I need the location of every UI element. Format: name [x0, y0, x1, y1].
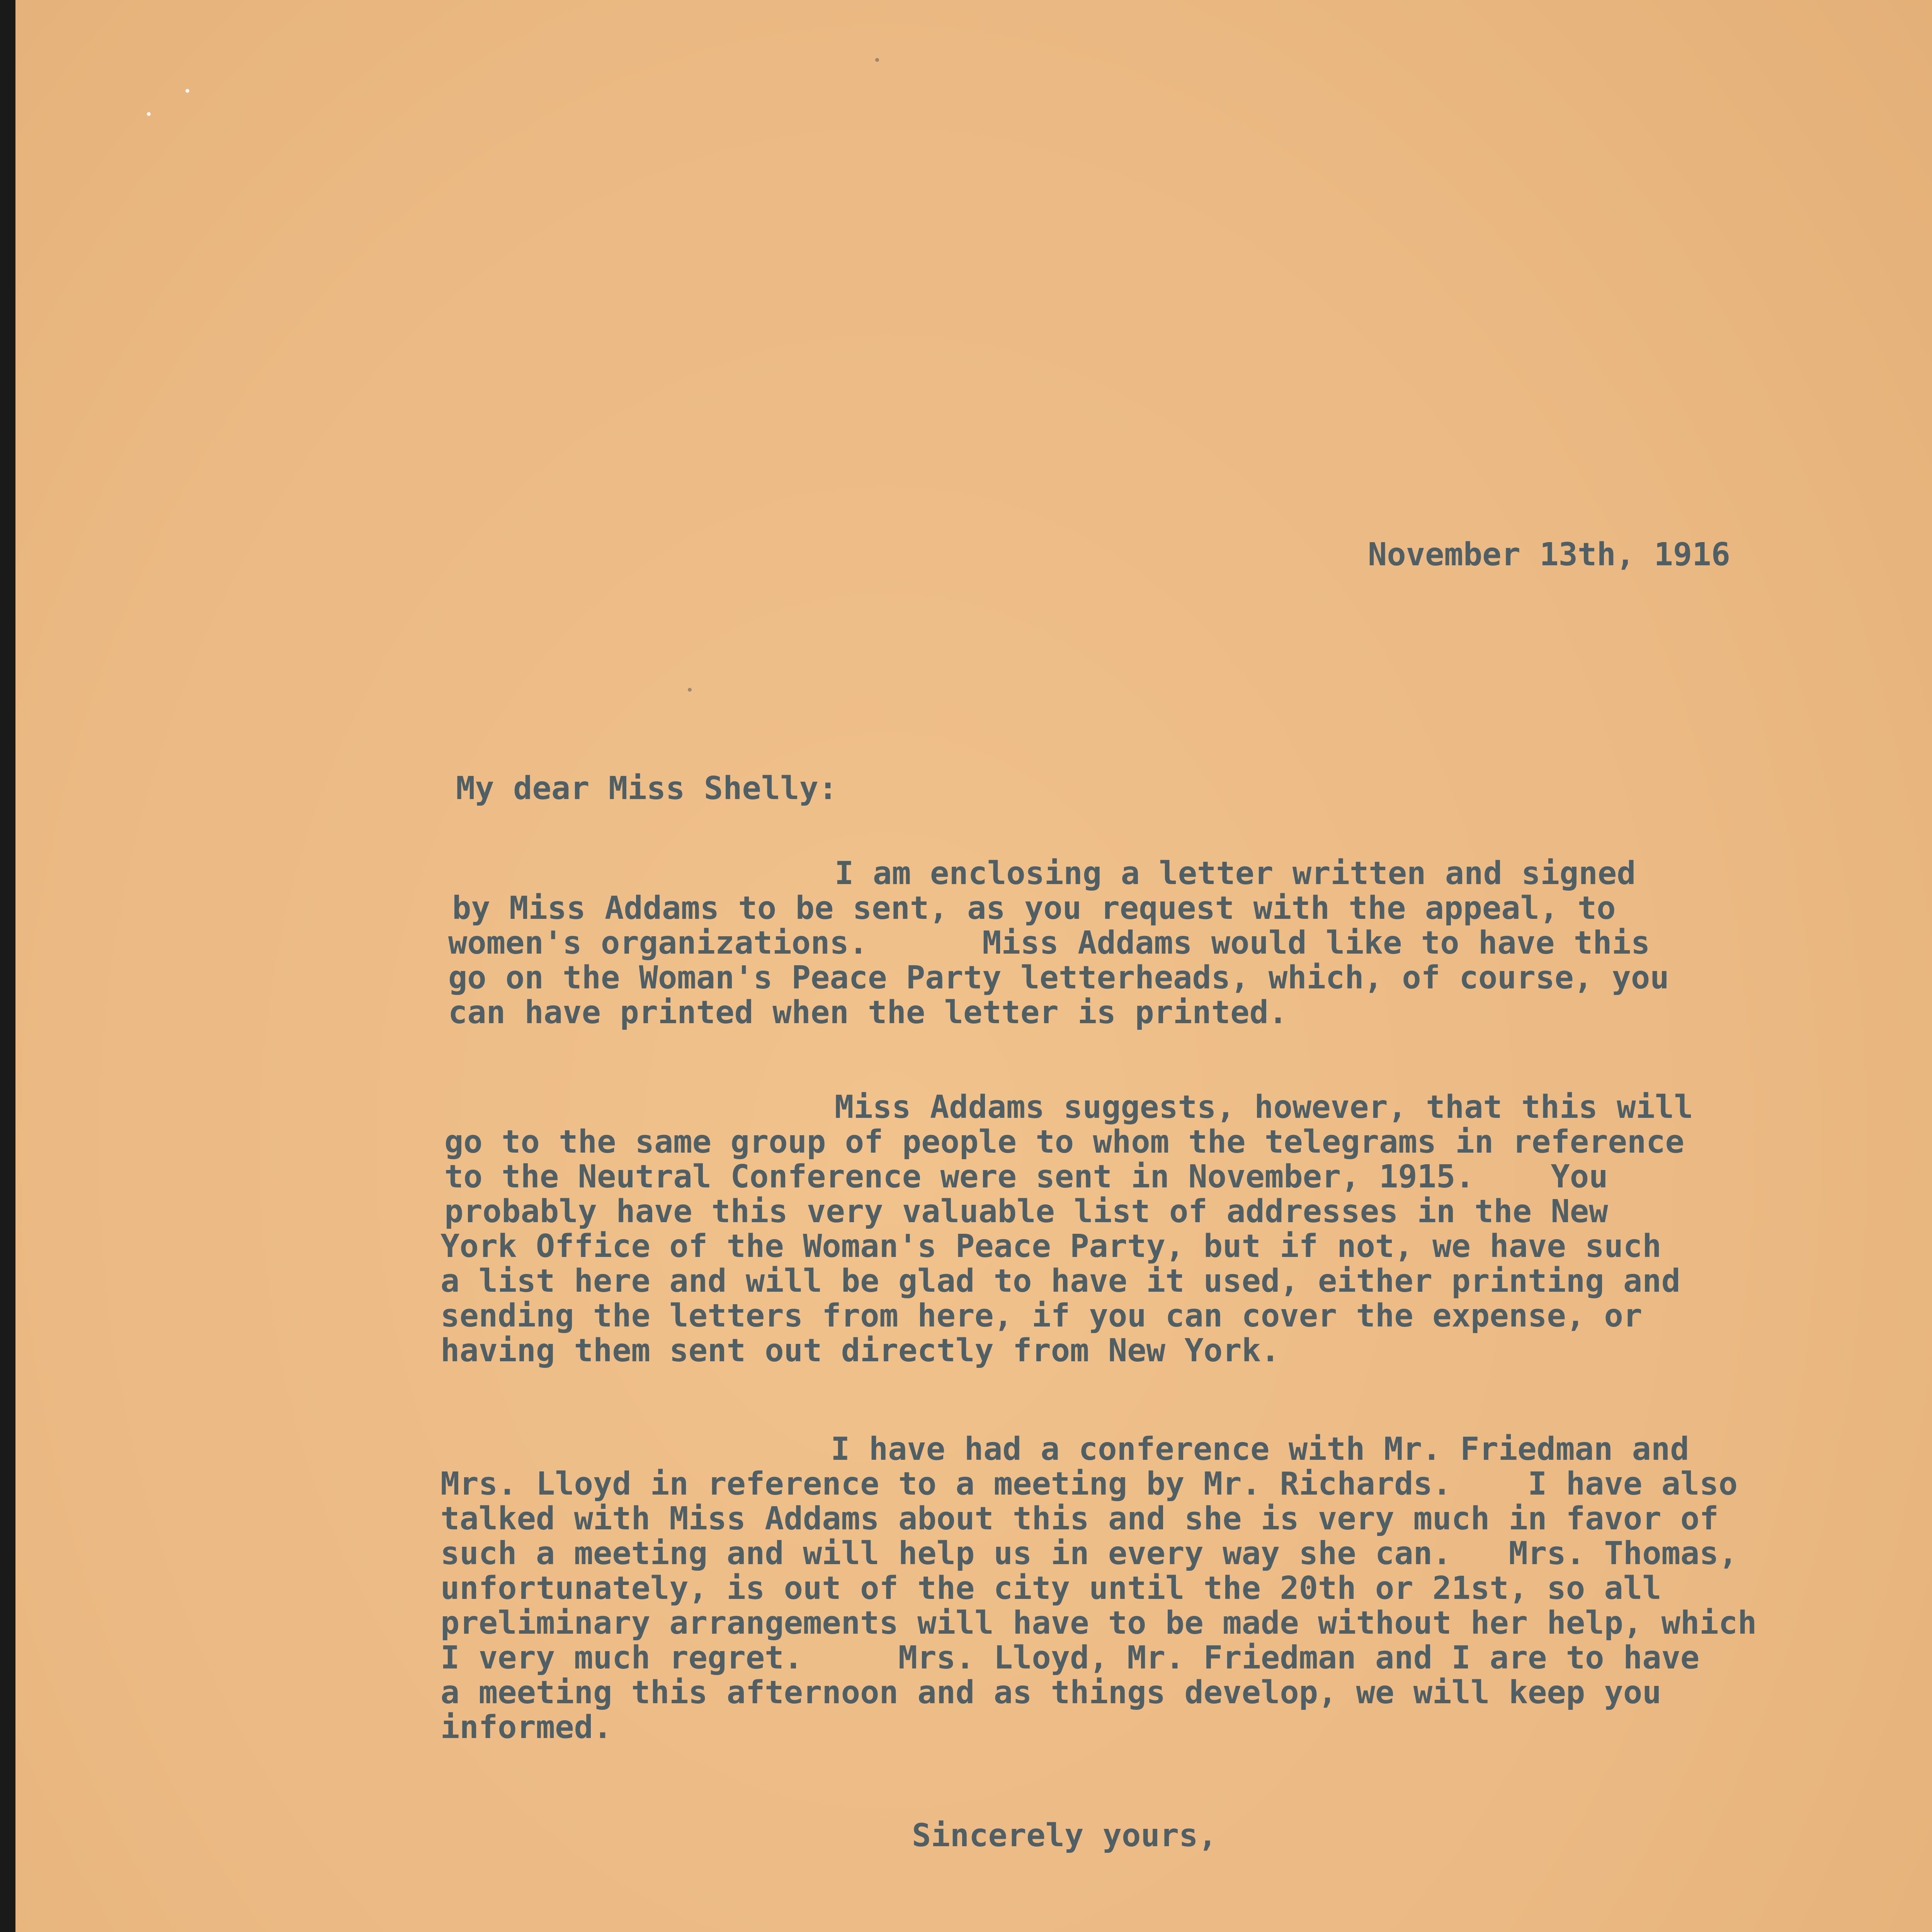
text-line: sending the letters from here, if you can cover the expense, or [440, 1298, 1643, 1334]
salutation: My dear Miss Shelly: [456, 770, 838, 807]
letter-date: November 13th, 1916 [1368, 536, 1730, 573]
text-line: having them sent out directly from New York. [440, 1332, 1280, 1369]
scan-edge [0, 0, 15, 1932]
text-line: by Miss Addams to be sent, as you request with the appeal, to [452, 890, 1616, 927]
text-line: I very much regret. Mrs. Lloyd, Mr. Friedman and I are to have [440, 1639, 1700, 1676]
text-line: go to the same group of people to whom the telegrams in reference [444, 1124, 1684, 1160]
text-line: probably have this very valuable list of addresses in the New [444, 1193, 1608, 1230]
text-line: I am enclosing a letter written and signed [835, 855, 1636, 892]
paper-speck [185, 89, 189, 93]
text-line: I have had a conference with Mr. Friedman and [831, 1431, 1689, 1468]
paper-speck [147, 112, 151, 116]
text-line: to the Neutral Conference were sent in November, 1915. You [444, 1158, 1608, 1195]
text-line: a list here and will be glad to have it used, either printing and [440, 1263, 1680, 1299]
text-line: preliminary arrangements will have to be made without her help, which [440, 1605, 1757, 1641]
paper-speck [688, 688, 692, 692]
text-line: women's organizations. Miss Addams would like to have this [448, 925, 1650, 961]
paper-speck [875, 58, 879, 62]
text-line: talked with Miss Addams about this and she is very much in favor of [440, 1500, 1719, 1537]
text-line: Miss Addams suggests, however, that this will [835, 1089, 1693, 1126]
text-line: go on the Woman's Peace Party letterheads, which, of course, you [448, 959, 1669, 996]
text-line: Mrs. Lloyd in reference to a meeting by Mr. Richards. I have also [440, 1466, 1738, 1502]
text-line: York Office of the Woman's Peace Party, but if not, we have such [440, 1228, 1662, 1265]
closing: Sincerely yours, [912, 1817, 1217, 1854]
text-line: unfortunately, is out of the city until the 20th or 21st, so all [440, 1570, 1662, 1607]
text-line: such a meeting and will help us in every way she can. Mrs. Thomas, [440, 1535, 1738, 1572]
text-line: a meeting this afternoon and as things develop, we will keep you [440, 1674, 1662, 1711]
text-line: informed. [440, 1709, 612, 1746]
text-line: can have printed when the letter is printed. [448, 994, 1288, 1031]
